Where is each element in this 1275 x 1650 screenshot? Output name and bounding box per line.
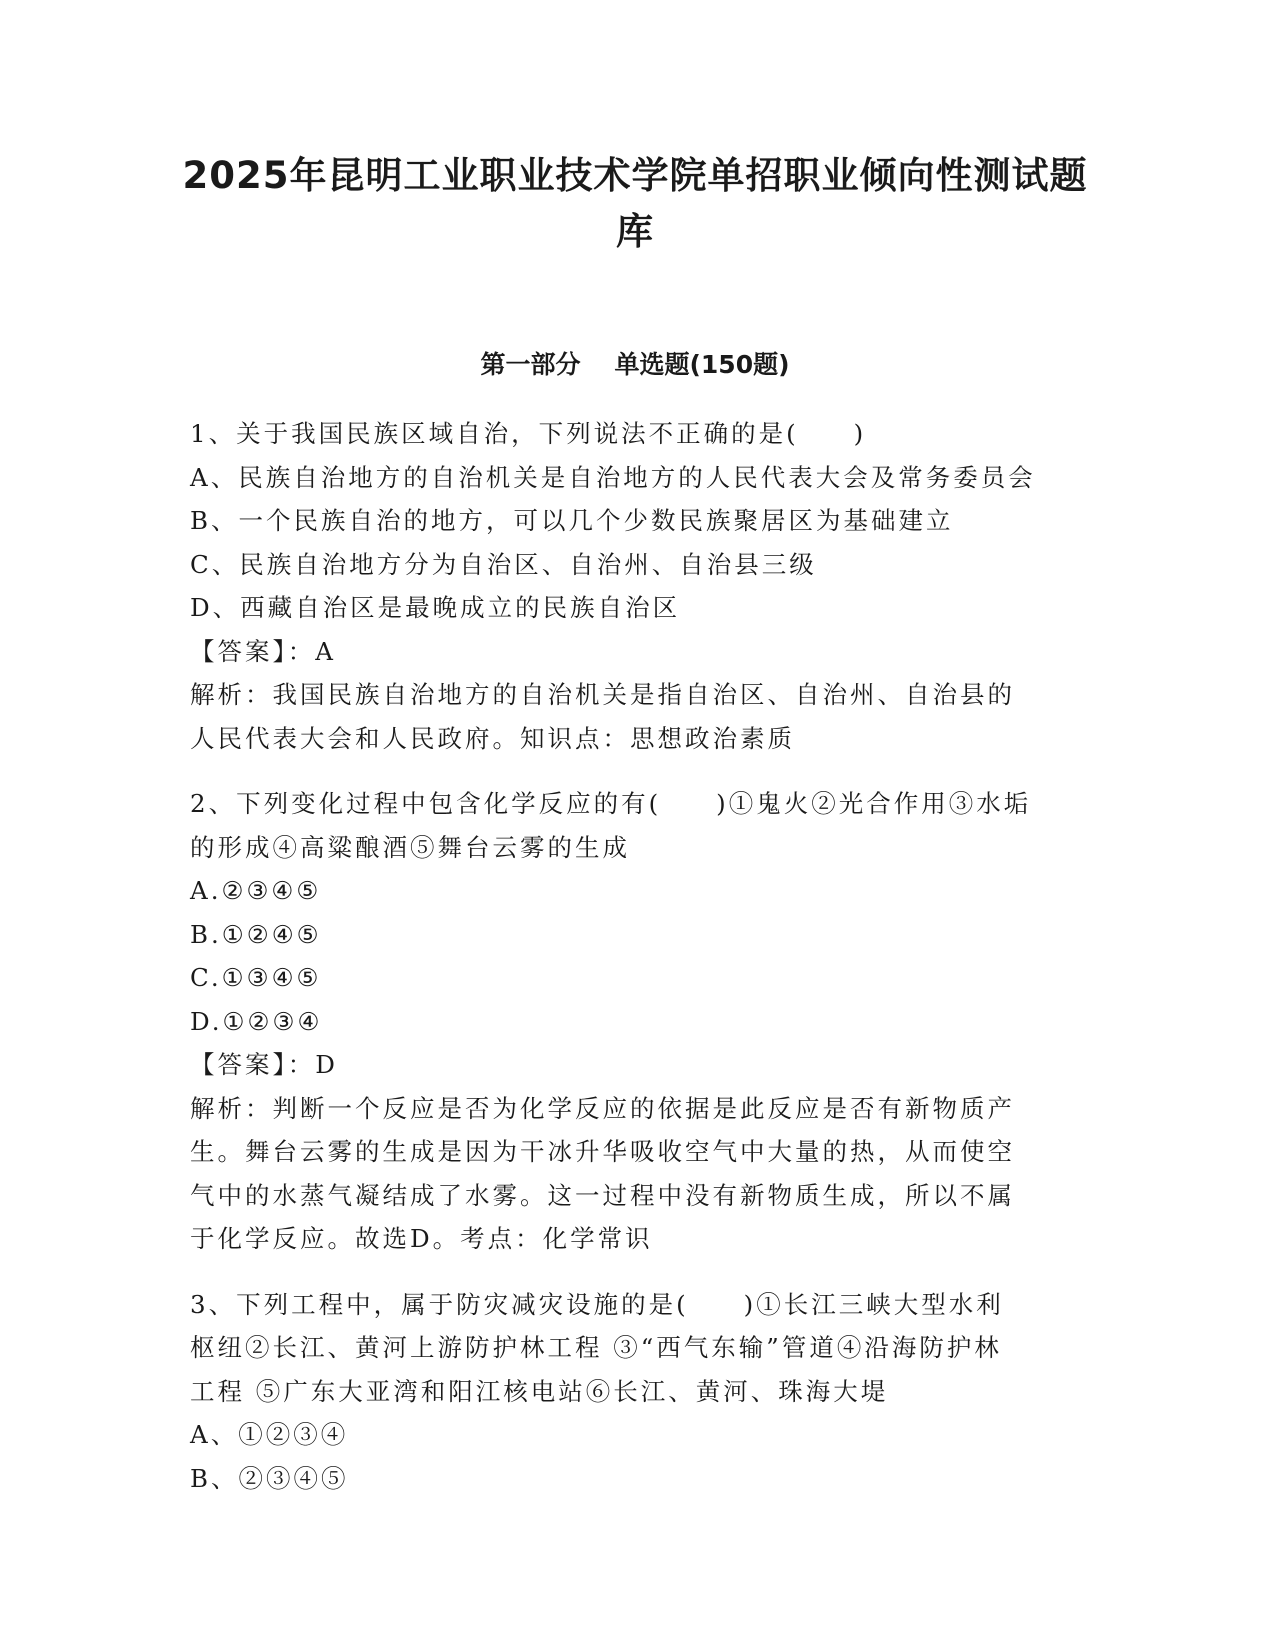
answer-value: D — [315, 1050, 338, 1079]
option-b: B、②③④⑤ — [190, 1463, 349, 1493]
question-stem: 工程 ⑤广东大亚湾和阳江核电站⑥长江、黄河、珠海大堤 — [190, 1376, 889, 1406]
question-3 — [190, 1283, 1090, 1501]
option-c: C、民族自治地方分为自治区、自治州、自治县三级 — [190, 549, 817, 579]
question-stem: 的形成④高粱酿酒⑤舞台云雾的生成 — [190, 832, 630, 862]
document-title-line-2: 库 — [616, 210, 654, 253]
option-a: A、民族自治地方的自治机关是自治地方的人民代表大会及常务委员会 — [190, 462, 1036, 492]
option-b: B、一个民族自治的地方，可以几个少数民族聚居区为基础建立 — [190, 506, 954, 535]
explanation-line: 气中的水蒸气凝结成了水雾。这一过程中没有新物质生成，所以不属 — [190, 1180, 1015, 1210]
option-d: D、西藏自治区是最晚成立的民族自治区 — [190, 593, 681, 622]
answer-label: 【答案】： — [190, 1050, 316, 1079]
answer-label: 【答案】： — [190, 636, 316, 666]
question-stem: 枢纽②长江、黄河上游防护林工程 ③“西气东输”管道④沿海防护林 — [190, 1333, 1002, 1362]
section-part: 第一部分 — [480, 350, 581, 379]
question-stem: 2、下列变化过程中包含化学反应的有( )①鬼火②光合作用③水垢 — [190, 789, 1032, 818]
option-c: C.①③④⑤ — [190, 963, 322, 992]
option-a: A.②③④⑤ — [190, 876, 322, 905]
explanation-line: 于化学反应。故选D。考点：化学常识 — [190, 1224, 653, 1253]
question-2 — [190, 782, 1090, 1261]
explanation-line: 生。舞台云雾的生成是因为干冰升华吸收空气中大量的热，从而使空 — [190, 1137, 1015, 1166]
answer-line — [190, 630, 1090, 674]
question-stem: 3、下列工程中，属于防灾减灾设施的是( )①长江三峡大型水利 — [190, 1289, 1004, 1319]
question-list — [190, 412, 1090, 1522]
answer-value: A — [315, 636, 336, 666]
section-heading — [160, 347, 1110, 383]
section-name: 单选题(150题) — [614, 350, 790, 379]
option-d: D.①②③④ — [190, 1006, 323, 1036]
document-title — [160, 148, 1110, 260]
answer-line — [190, 1043, 1090, 1087]
explanation-line: 解析：判断一个反应是否为化学反应的依据是此反应是否有新物质产 — [190, 1093, 1015, 1123]
document-title-line-1: 2025年昆明工业职业技术学院单招职业倾向性测试题 — [182, 154, 1088, 197]
option-a: A、①②③④ — [190, 1420, 349, 1449]
explanation-line: 解析：我国民族自治地方的自治机关是指自治区、自治州、自治县的 — [190, 680, 1015, 709]
question-stem: 1、关于我国民族区域自治，下列说法不正确的是( ) — [190, 419, 867, 448]
question-1 — [190, 412, 1090, 760]
option-b: B.①②④⑤ — [190, 919, 322, 949]
explanation-line: 人民代表大会和人民政府。知识点：思想政治素质 — [190, 723, 795, 753]
